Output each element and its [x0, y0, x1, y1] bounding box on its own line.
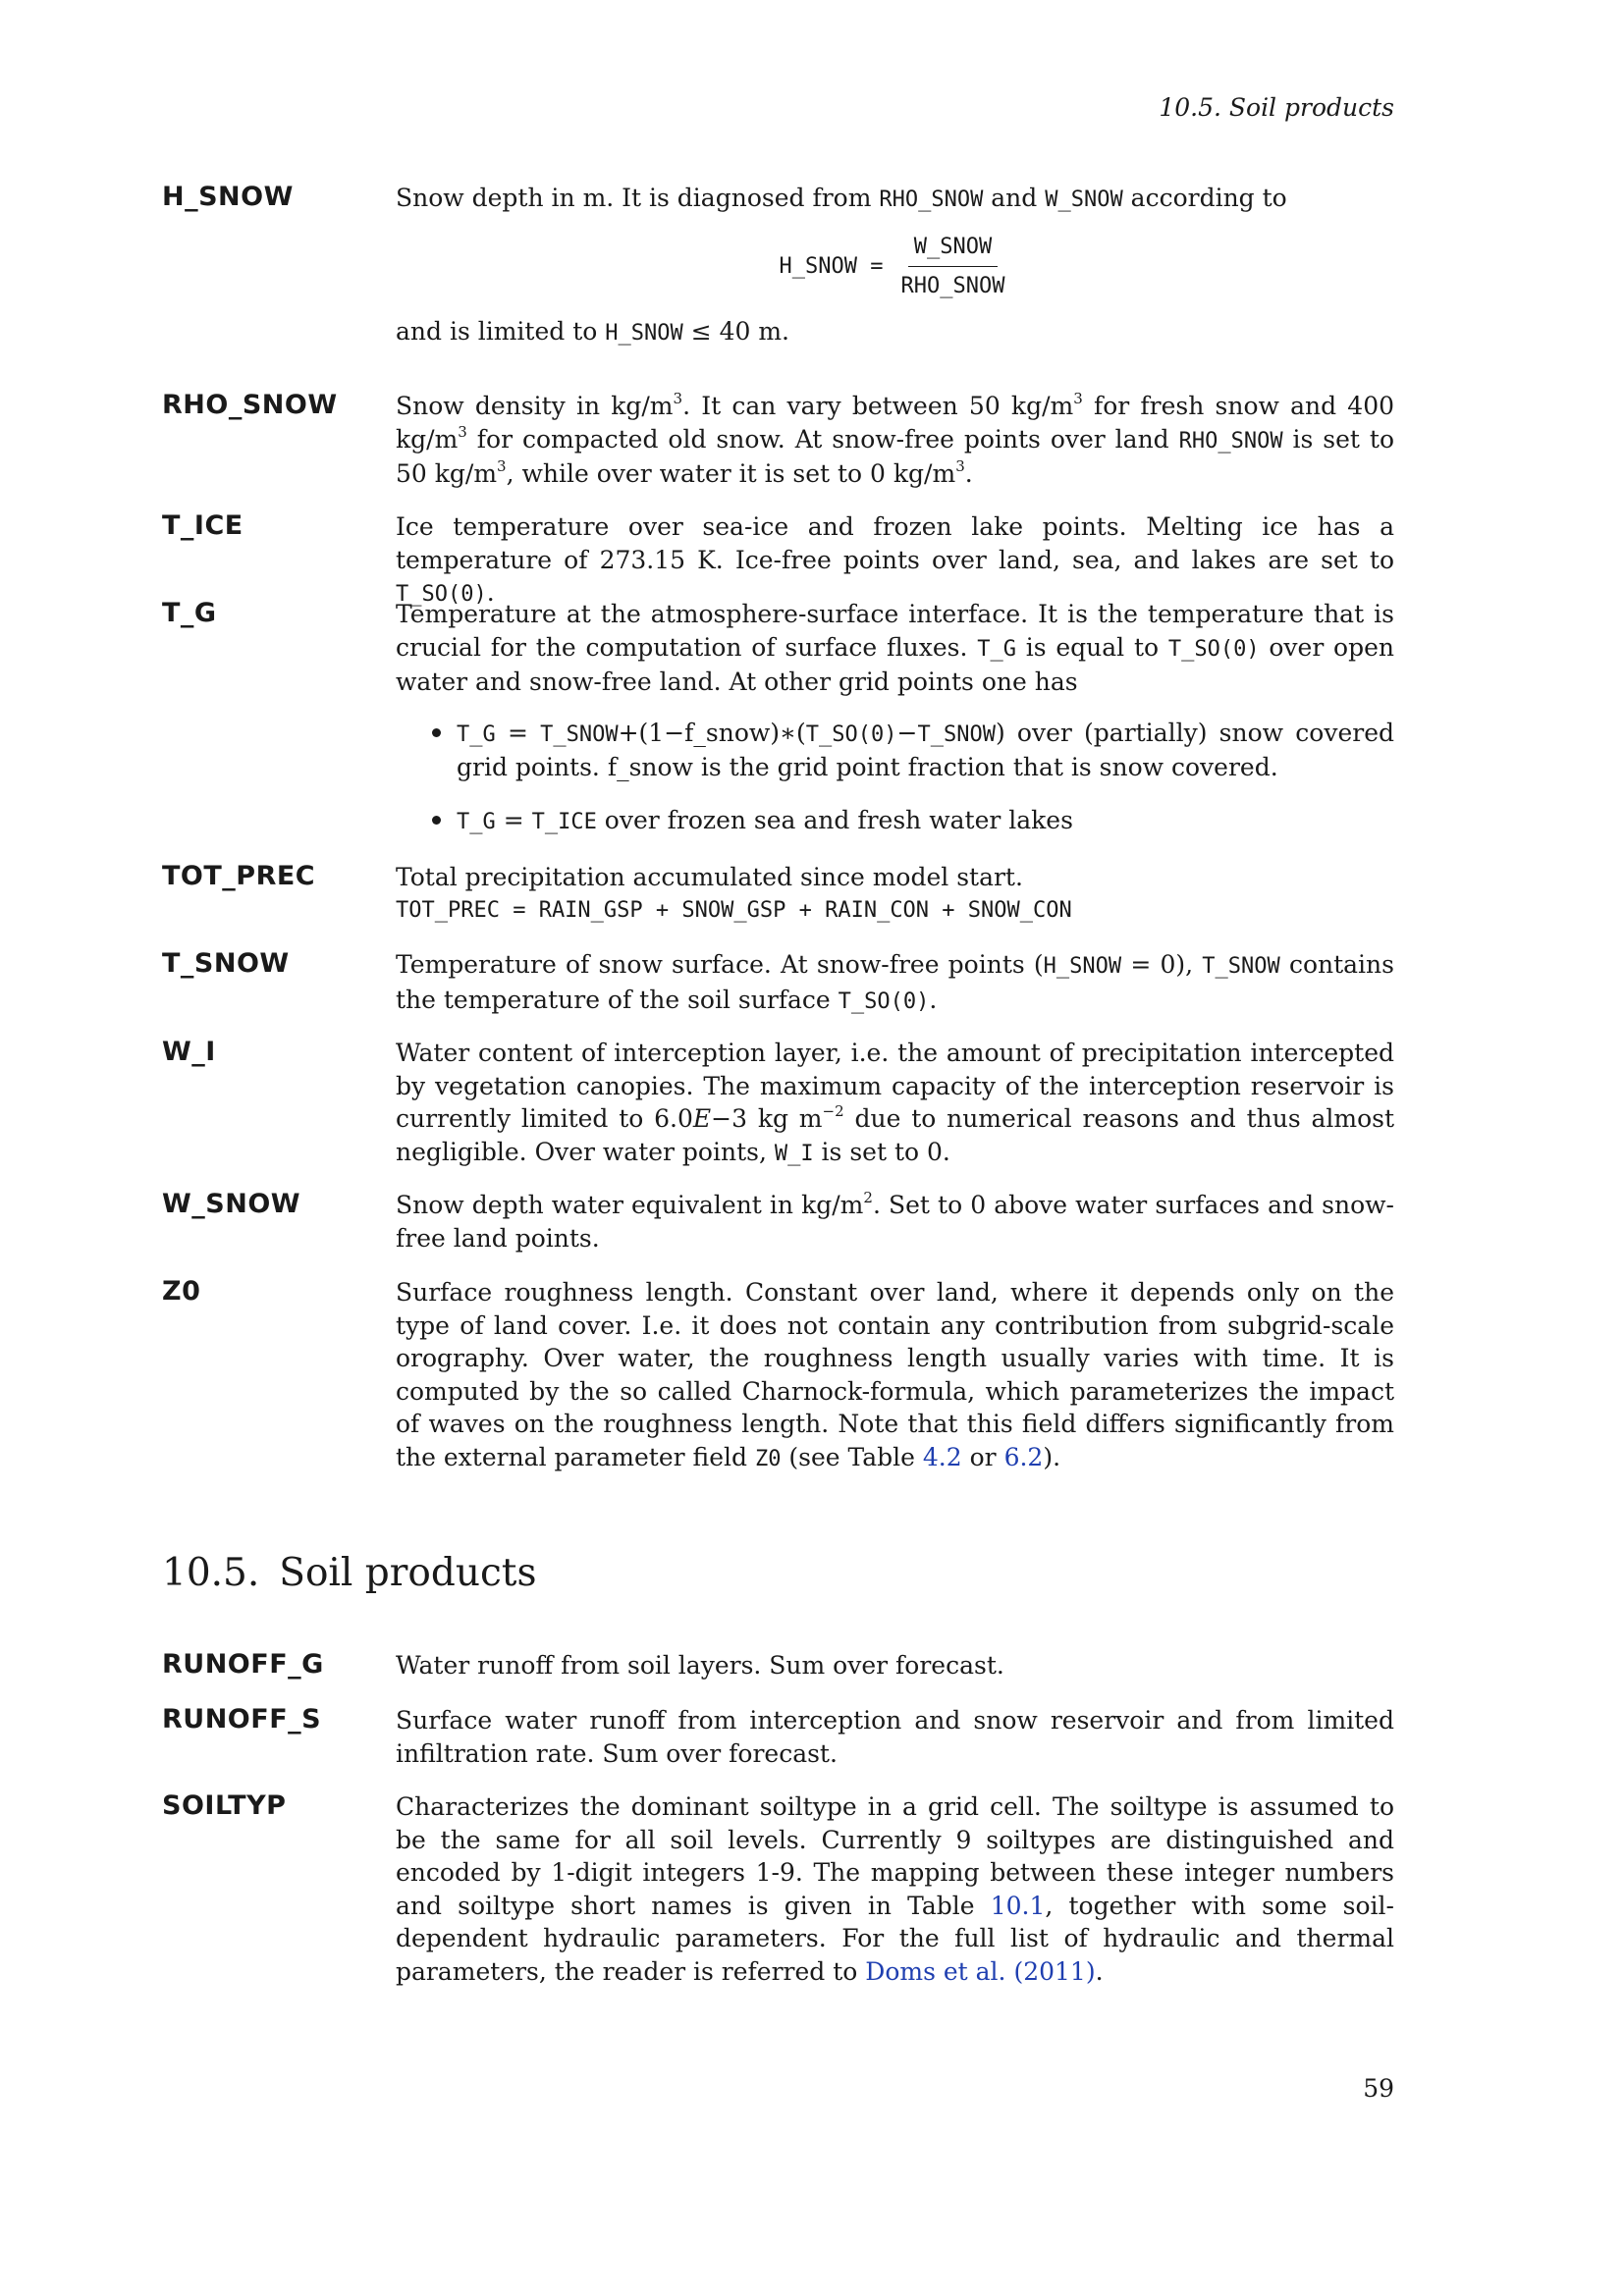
description: Temperature of snow surface. At snow-free points (H_SNOW = 0), T_SNOW contains the temperature of the soil surface T_SO(0).: [396, 950, 1394, 1014]
term: RUNOFF_G: [162, 1649, 324, 1680]
table-ref-link[interactable]: 6.2: [1003, 1442, 1044, 1471]
term: Z0: [162, 1276, 201, 1307]
term: SOILTYP: [162, 1790, 287, 1821]
description: Snow density in $kg/m^3$. It can vary between 50 $kg/m^3$ for fresh snow and 400 $kg/m^3$ for compacted old snow. At snow-free points over land RHO_SNOW is set to 50 $kg/m^3$, while over water it is set to 0 $kg/m^3$.: [396, 390, 1395, 488]
term: T_ICE: [162, 510, 244, 541]
term: W_SNOW: [162, 1189, 301, 1219]
description: Characterizes the dominant soiltype in a grid cell. The soiltype is assumed to be the same for all soil levels. Currently 9 soiltypes are distinguished and encoded by 1-digit integers 1-9. The mapping between these integer numbers and soiltype short names is given in Table 10.1, together with some soil-dependent hydraulic parameters. For the full list of hydraulic and thermal parameters, the reader is referred to Doms et al. (2011).: [396, 1792, 1394, 1986]
description: Surface roughness length. Constant over land, where it depends only on the type of land cover. I.e. it does not contain any contribution from subgrid-scale orography. Over water, the roughness length usually varies with time. It is computed by the so called Charnock-formula, which parameterizes the impact of waves on the roughness length. Note that this field differs significantly from the external parameter field Z0 (see Table 4.2 or 6.2).: [396, 1278, 1394, 1471]
term: TOT_PREC: [162, 861, 316, 891]
description: Water content of interception layer, i.e. the amount of precipitation intercepted by vegetation canopies. The maximum capacity of the interception reservoir is currently limited to 6.0E−3 kg $m^{-2}$ due to numerical reasons and thus almost negligible. Over water points, W_I is set to 0.: [396, 1039, 1395, 1166]
term: T_G: [162, 598, 217, 628]
term: RUNOFF_S: [162, 1704, 322, 1735]
page-number: 59: [1363, 2074, 1394, 2103]
bullet-list: [396, 717, 1394, 839]
term: H_SNOW: [162, 182, 294, 212]
description: Ice temperature over sea-ice and frozen lake points. Melting ice has a temperature of 273.15 K. Ice-free points over land, sea, and lakes are set to T_SO(0).: [396, 512, 1394, 607]
list-item: T_G = T_ICE over frozen sea and fresh water lakes: [396, 804, 1394, 839]
tot-prec-formula: TOT_PREC = RAIN_GSP + SNOW_GSP + RAIN_CON + SNOW_CON: [396, 897, 1072, 923]
table-ref-link[interactable]: 4.2: [922, 1442, 962, 1471]
description: Snow depth in m. It is diagnosed from RHO_SNOW and W_SNOW according to H_SNOW = $\frac{\text{W\_SNOW}}{\text{RHO\_SNOW}}$ and is limited to H_SNOW ≤ 40 m.: [396, 182, 1394, 349]
running-head: 10.5. Soil products: [1159, 93, 1394, 122]
section-heading: 10.5. Soil products: [162, 1551, 537, 1595]
table-ref-link[interactable]: 10.1: [990, 1891, 1046, 1920]
list-item: T_G = T_SNOW+(1−f_snow)∗(T_SO(0)−T_SNOW) over (partially) snow covered grid points. f_snow is the grid point fraction that is snow covered.: [396, 717, 1394, 784]
description: Snow depth water equivalent in $kg/m^2$. Set to 0 above water surfaces and snow-free land points.: [396, 1189, 1395, 1253]
term: RHO_SNOW: [162, 390, 338, 420]
description: Total precipitation accumulated since model start. TOT_PREC = RAIN_GSP + SNOW_GSP + RAIN_CON + SNOW_CON: [396, 861, 1394, 927]
citation-link[interactable]: Doms et al. (2011): [865, 1956, 1096, 1986]
term: W_I: [162, 1037, 216, 1067]
equation-h-snow: H_SNOW = $\frac{\text{W\_SNOW}}{\text{RHO\_SNOW}}$: [396, 231, 1394, 303]
description: Temperature at the atmosphere-surface interface. It is the temperature that is crucial for the computation of surface fluxes. T_G is equal to T_SO(0) over open water and snow-free land. At other grid points one has T_G = T_SNOW+(1−f_snow)∗(T_SO(0)−T_SNOW) over (partially) snow covered grid points. f_snow is the grid point fraction that is snow covered. T_G = T_ICE over frozen sea and fresh water lakes: [396, 598, 1394, 858]
description: Surface water runoff from interception and snow reservoir and from limited infiltration rate. Sum over forecast.: [396, 1706, 1394, 1768]
term: T_SNOW: [162, 948, 290, 979]
description: Water runoff from soil layers. Sum over forecast.: [396, 1651, 1004, 1680]
